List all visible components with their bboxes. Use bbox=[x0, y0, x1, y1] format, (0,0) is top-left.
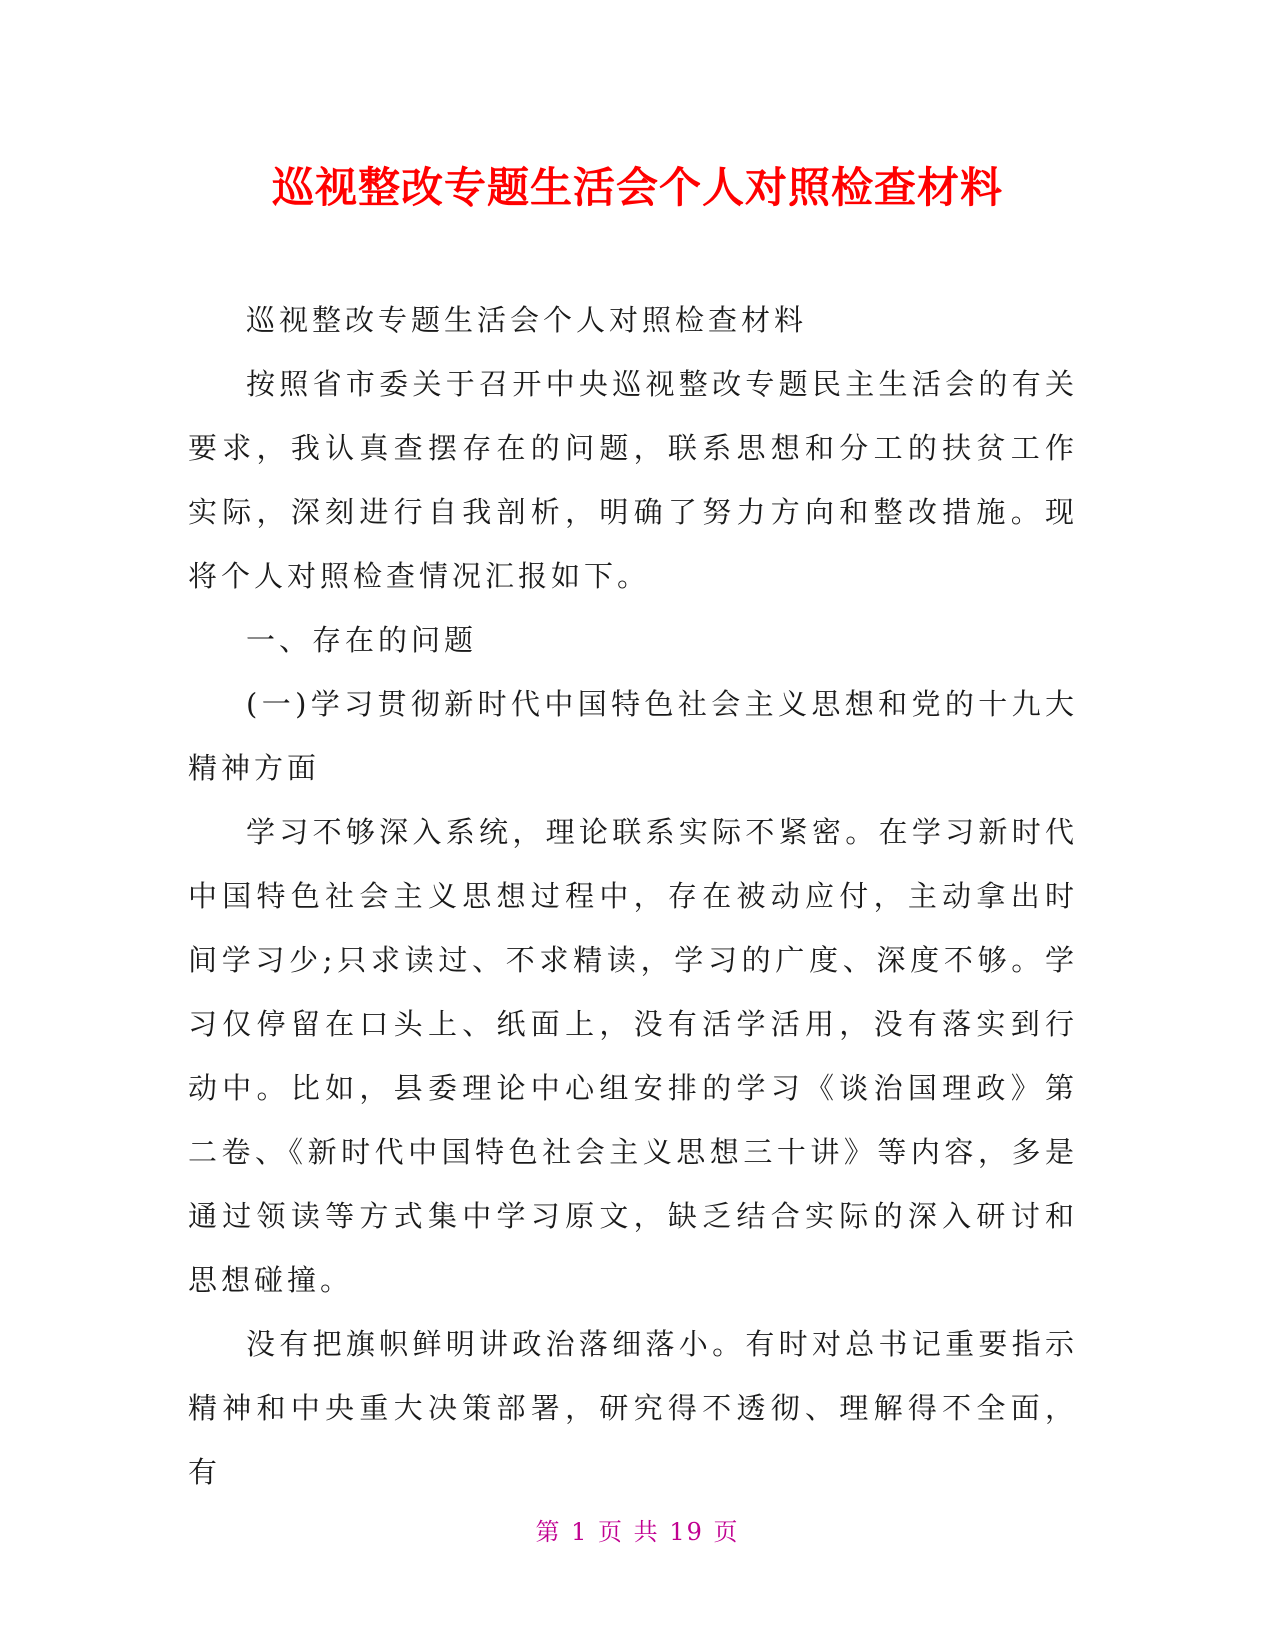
paragraph-politics: 没有把旗帜鲜明讲政治落细落小。有时对总书记重要指示精神和中央重大决策部署，研究得不透彻、理解得不全面，有 bbox=[188, 1327, 1078, 1489]
paragraph-subtitle: 巡视整改专题生活会个人对照检查材料 bbox=[246, 303, 808, 337]
footer-current-page: 1 bbox=[571, 1518, 589, 1546]
footer-suffix: 页 bbox=[713, 1518, 740, 1546]
section-heading: 一、存在的问题 bbox=[246, 623, 478, 657]
footer-total-pages: 19 bbox=[669, 1518, 704, 1546]
document-title: 巡视整改专题生活会个人对照检查材料 bbox=[271, 163, 1003, 212]
footer-middle: 页 共 bbox=[598, 1518, 660, 1546]
page-footer bbox=[0, 1516, 1275, 1548]
document-body bbox=[188, 288, 1078, 1504]
paragraph-study: 学习不够深入系统，理论联系实际不紧密。在学习新时代中国特色社会主义思想过程中，存在被动应付，主动拿出时间学习少;只求读过、不求精读，学习的广度、深度不够。学习仅停留在口头上、纸面上，没有活学活用，没有落实到行动中。比如，县委理论中心组安排的学习《谈治国理政》第二卷、《新时代中国特色社会主义思想三十讲》等内容，多是通过领读等方式集中学习原文，缺乏结合实际的深入研讨和思想碰撞。 bbox=[188, 815, 1078, 1297]
subsection-heading: (一)学习贯彻新时代中国特色社会主义思想和党的十九大精神方面 bbox=[188, 687, 1078, 785]
paragraph-intro: 按照省市委关于召开中央巡视整改专题民主生活会的有关要求，我认真查摆存在的问题，联系思想和分工的扶贫工作实际，深刻进行自我剖析，明确了努力方向和整改措施。现将个人对照检查情况汇报如下。 bbox=[188, 367, 1078, 593]
footer-prefix: 第 bbox=[535, 1518, 562, 1546]
